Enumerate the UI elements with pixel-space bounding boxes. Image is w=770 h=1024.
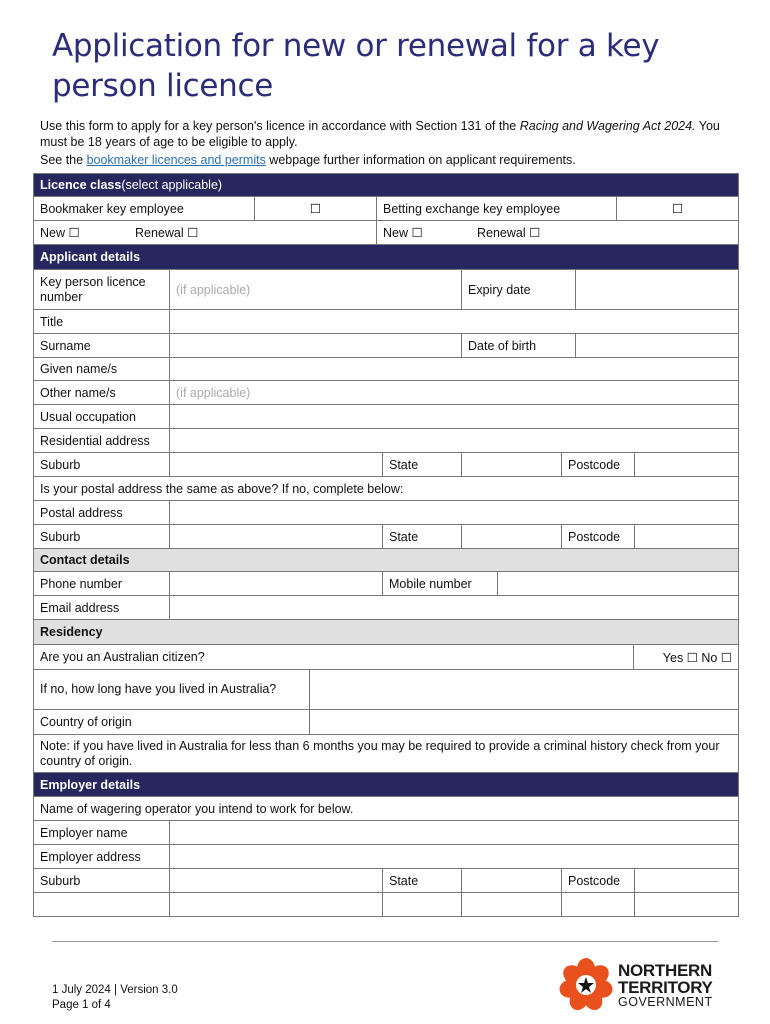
contact-details-title: Contact details [40,553,130,567]
citizen-question: Are you an Australian citizen? [40,650,205,664]
logo-line2: TERRITORY [618,978,713,997]
postal-address-input[interactable] [169,501,738,524]
suburb-label: Suburb [40,457,81,472]
postal-address-row [33,501,739,525]
intro-line2: See the [40,153,87,167]
phone-input[interactable] [169,572,382,595]
page-title: Application for new or renewal for a key person licence [52,28,660,104]
postcode-label: Postcode [561,453,634,476]
suburb-label: Suburb [40,873,81,888]
applicant-details-title: Applicant details [40,250,141,264]
key-person-label: Key person licence number [40,274,146,304]
residential-postcode-input[interactable] [634,453,738,476]
citizen-yes-no-checkbox[interactable]: Yes ☐ No ☐ [633,645,738,669]
empty-input[interactable] [634,893,738,916]
given-names-input[interactable] [169,358,738,380]
occupation-row [33,405,739,429]
residential-suburb-input[interactable] [169,453,382,476]
email-input[interactable] [169,596,738,619]
title-label: Title [40,314,64,329]
residential-label: Residential address [40,433,150,448]
bookmaker-renewal-checkbox[interactable]: Renewal ☐ [135,226,199,240]
other-names-row [33,381,739,405]
page-number: Page 1 of 4 [52,999,111,1011]
act-name: Racing and Wagering Act 2024. [519,119,696,133]
surname-label: Surname [40,338,91,353]
how-long-input[interactable] [309,670,738,709]
country-label: Country of origin [40,715,132,729]
employer-suburb-input[interactable] [169,869,382,892]
employer-name-input[interactable] [169,821,738,844]
expiry-date-input[interactable] [575,270,738,309]
empty-cell [382,893,461,916]
note-row [33,735,739,773]
employer-postcode-input[interactable] [634,869,738,892]
postal-address-label: Postal address [40,505,123,520]
bookmaker-licences-link[interactable]: bookmaker licences and permits [86,153,266,167]
empty-cell [34,893,169,916]
application-form [33,173,739,917]
employer-intro-row [33,797,739,821]
employer-details-title: Employer details [40,777,141,792]
suburb-label: Suburb [40,529,81,544]
residential-row [33,429,739,453]
licence-class-header [33,173,739,197]
postal-question-row [33,477,739,501]
betting-renewal-checkbox[interactable]: Renewal ☐ [477,226,541,240]
occupation-label: Usual occupation [40,409,136,424]
mobile-input[interactable] [497,572,738,595]
country-input[interactable] [309,710,738,734]
state-label: State [382,525,461,548]
residential-state-input[interactable] [461,453,561,476]
dob-label: Date of birth [461,334,575,357]
how-long-row [33,670,739,710]
state-label: State [382,869,461,892]
residency-header [33,620,739,645]
email-label: Email address [40,600,120,615]
residential-suburb-row [33,453,739,477]
surname-row [33,334,739,358]
expiry-date-label: Expiry date [461,270,575,309]
employer-intro: Name of wagering operator you intend to work for below. [40,801,354,816]
given-names-row [33,358,739,381]
residential-input[interactable] [169,429,738,452]
logo-text [618,962,713,1009]
email-row [33,596,739,620]
postal-question: Is your postal address the same as above? If no, complete below: [40,481,404,496]
title-row [33,310,739,334]
postcode-label: Postcode [561,869,634,892]
empty-input[interactable] [461,893,561,916]
phone-row [33,572,739,596]
phone-label: Phone number [40,576,123,591]
surname-input[interactable] [169,334,461,357]
occupation-input[interactable] [169,405,738,428]
postal-suburb-row [33,525,739,549]
postal-state-input[interactable] [461,525,561,548]
other-names-input[interactable]: (if applicable) [169,381,738,404]
employer-address-row [33,845,739,869]
empty-cell [561,893,634,916]
bookmaker-label: Bookmaker key employee [40,201,184,216]
employer-name-label: Employer name [40,825,128,840]
betting-new-checkbox[interactable]: New ☐ [376,221,471,244]
other-names-label: Other name/s [40,385,116,400]
intro-text [40,118,750,168]
employer-address-input[interactable] [169,845,738,868]
footer [52,983,178,1013]
criminal-history-note: Note: if you have lived in Australia for less than 6 months you may be required to provide a criminal history check from your country of origin. [40,738,720,768]
new-renewal-row [33,221,739,245]
logo-line1: NORTHERN [618,961,712,980]
mobile-label: Mobile number [382,572,497,595]
version-text: 1 July 2024 | Version 3.0 [52,984,178,996]
postal-suburb-input[interactable] [169,525,382,548]
licence-type-row [33,197,739,221]
applicant-details-header [33,245,739,270]
intro-line2-end: webpage further information on applicant requirements. [265,153,576,167]
betting-exchange-checkbox[interactable]: ☐ [616,197,738,220]
betting-exchange-label: Betting exchange key employee [376,197,616,220]
licence-class-title: Licence class [40,178,122,192]
state-label: State [382,453,461,476]
contact-details-header [33,549,739,572]
employer-extra-row [33,893,739,917]
country-row [33,710,739,735]
citizen-row [33,645,739,670]
postcode-label: Postcode [561,525,634,548]
footer-divider [52,941,718,942]
residency-title: Residency [40,625,103,639]
bookmaker-new-checkbox[interactable]: New ☐ [40,226,80,240]
employer-address-label: Employer address [40,849,141,864]
title-input[interactable] [169,310,738,333]
intro-line1: Use this form to apply for a key person's licence in accordance with Section 131 of the [40,119,520,133]
how-long-label: If no, how long have you lived in Australia? [40,682,277,696]
empty-input[interactable] [169,893,382,916]
postal-postcode-input[interactable] [634,525,738,548]
age-requirement: You must be 18 years of age to be eligible to apply. [40,119,720,149]
key-person-row [33,270,739,310]
employer-name-row [33,821,739,845]
employer-suburb-row [33,869,739,893]
bookmaker-checkbox[interactable]: ☐ [254,197,376,220]
employer-details-header [33,773,739,797]
logo-line3: GOVERNMENT [618,995,713,1009]
licence-class-subtitle: (select applicable) [121,178,223,192]
given-names-label: Given name/s [40,362,118,376]
dob-input[interactable] [575,334,738,357]
employer-state-input[interactable] [461,869,561,892]
key-person-number-input[interactable]: (if applicable) [169,270,461,309]
